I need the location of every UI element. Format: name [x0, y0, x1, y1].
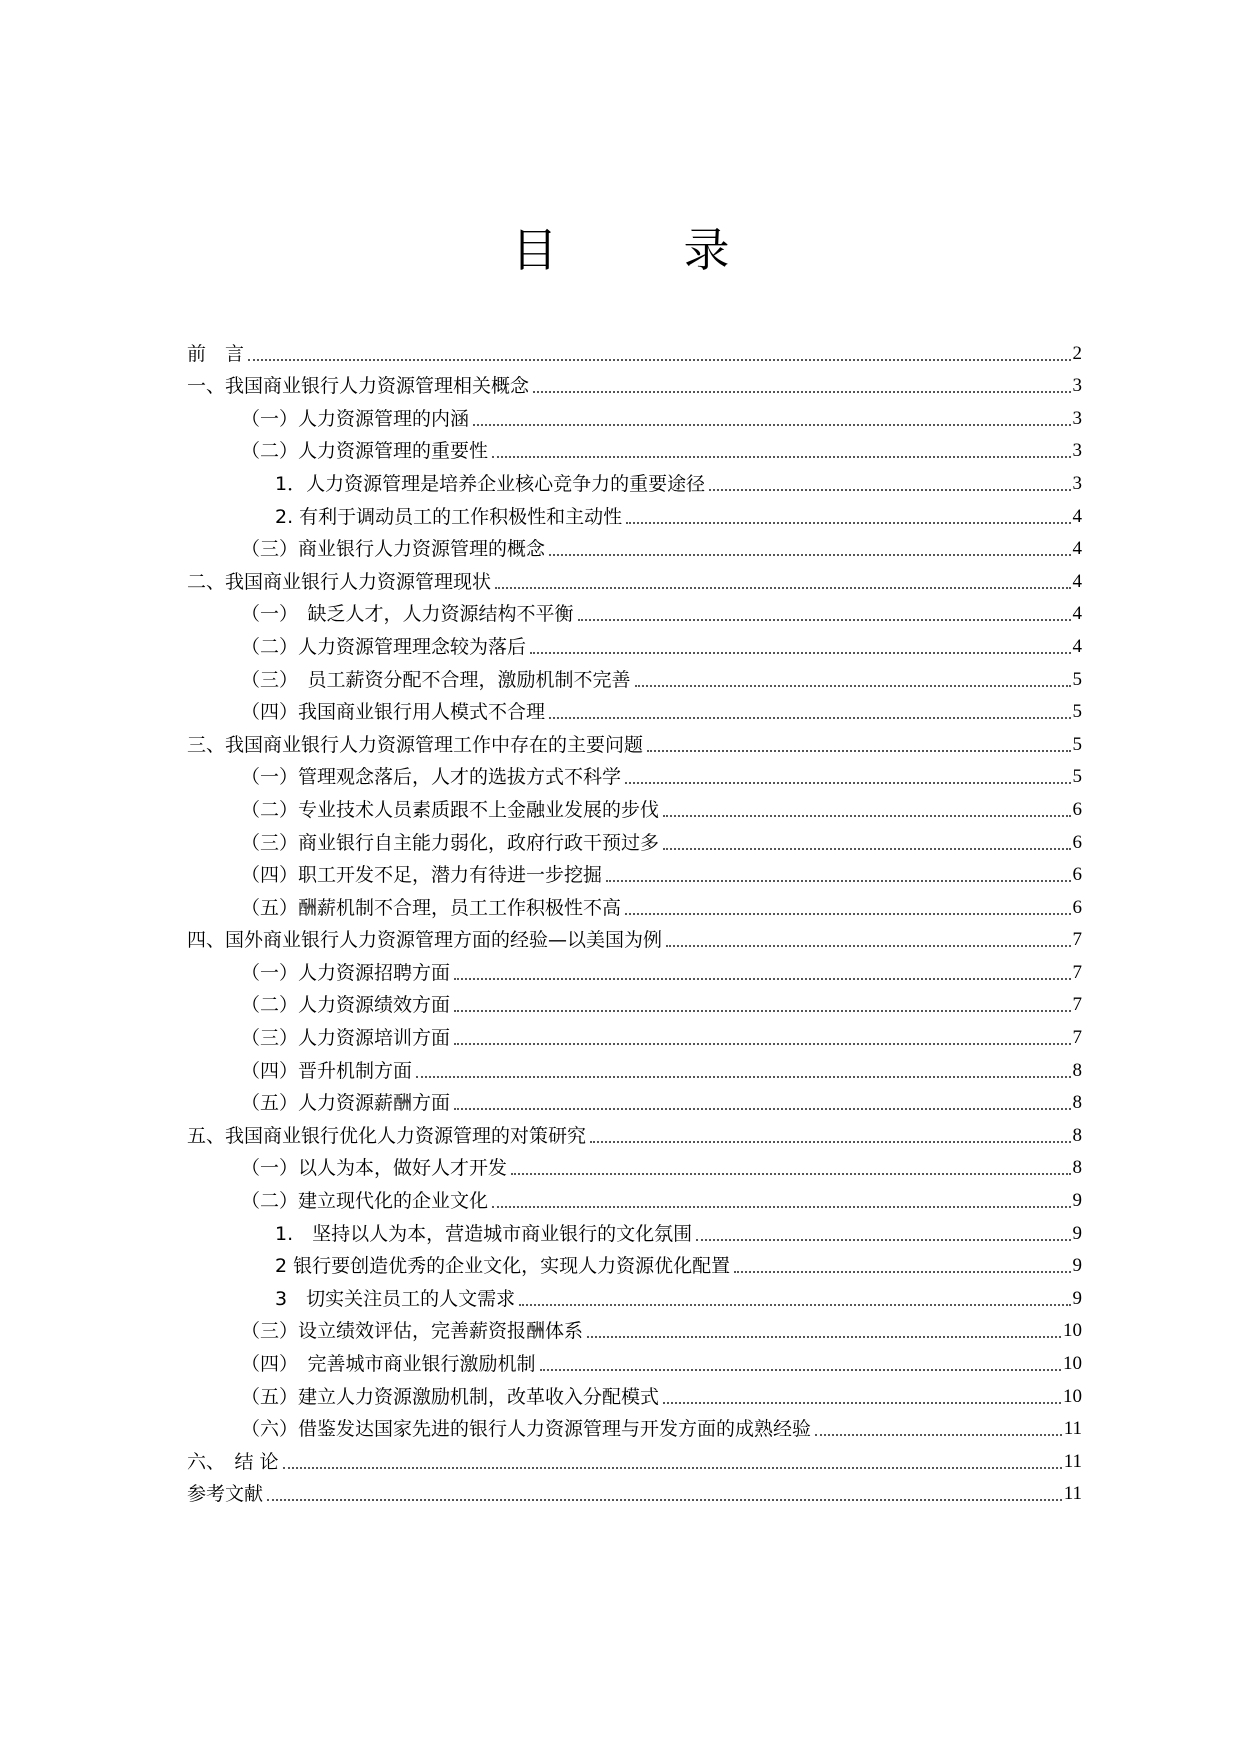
toc-dot-leader	[530, 651, 1070, 654]
toc-entry-label: 五、我国商业银行优化人力资源管理的对策研究	[187, 1124, 587, 1147]
toc-dot-leader	[647, 749, 1070, 752]
toc-dot-leader	[663, 847, 1070, 850]
toc-entry-page-number: 10	[1063, 1320, 1082, 1342]
toc-title: 目 录	[511, 223, 770, 277]
toc-dot-leader	[492, 455, 1070, 458]
toc-dot-leader	[511, 1172, 1070, 1175]
toc-entry-page-number: 11	[1063, 1450, 1082, 1472]
toc-entry[interactable]	[187, 431, 1082, 464]
toc-entry-label: 一、我国商业银行人力资源管理相关概念	[187, 375, 530, 398]
toc-dot-leader	[549, 553, 1070, 556]
toc-entry-label: （一）人力资源招聘方面	[241, 961, 451, 984]
toc-entry[interactable]	[187, 1311, 1082, 1344]
toc-entry-page-number: 9	[1072, 1255, 1082, 1277]
toc-entry[interactable]	[187, 1441, 1082, 1474]
toc-entry-page-number: 4	[1072, 603, 1082, 625]
toc-entry-page-number: 9	[1072, 1287, 1082, 1309]
toc-entry-label: （三） 员工薪资分配不合理，激励机制不完善	[241, 668, 631, 691]
toc-entry[interactable]	[187, 1409, 1082, 1442]
toc-entry[interactable]	[187, 366, 1082, 399]
toc-entry[interactable]	[187, 463, 1082, 496]
toc-entry-label: 六、 结 论	[187, 1450, 279, 1473]
toc-entry-label: （六）借鉴发达国家先进的银行人力资源管理与开发方面的成熟经验	[241, 1418, 812, 1441]
toc-entry[interactable]	[187, 594, 1082, 627]
toc-entry-page-number: 4	[1072, 505, 1082, 527]
toc-dot-leader	[578, 618, 1071, 621]
toc-entry[interactable]	[187, 1050, 1082, 1083]
toc-entry-page-number: 6	[1072, 831, 1082, 853]
toc-entry-label: （四）我国商业银行用人模式不合理	[241, 701, 546, 724]
toc-entry-label: 3 切实关注员工的人文需求	[275, 1287, 516, 1310]
toc-entry-page-number: 3	[1072, 407, 1082, 429]
toc-entry-label: （二）人力资源绩效方面	[241, 994, 451, 1017]
toc-entry[interactable]	[187, 626, 1082, 659]
toc-list	[187, 333, 1082, 1506]
toc-dot-leader	[663, 1401, 1061, 1404]
toc-dot-leader	[626, 521, 1070, 524]
toc-entry-page-number: 3	[1072, 440, 1082, 462]
toc-dot-leader	[248, 358, 1070, 361]
toc-entry[interactable]	[187, 692, 1082, 725]
toc-dot-leader	[283, 1466, 1062, 1469]
toc-entry-page-number: 11	[1063, 1483, 1082, 1505]
toc-entry[interactable]	[187, 1474, 1082, 1507]
toc-entry-label: 1. 坚持以人为本，营造城市商业银行的文化氛围	[275, 1222, 693, 1245]
toc-entry[interactable]	[187, 1148, 1082, 1181]
toc-entry[interactable]	[187, 496, 1082, 529]
toc-dot-leader	[663, 814, 1070, 817]
toc-entry-label: （二）人力资源管理的重要性	[241, 440, 489, 463]
toc-entry[interactable]	[187, 887, 1082, 920]
toc-entry-label: （二）专业技术人员素质跟不上金融业发展的步伐	[241, 798, 660, 821]
toc-entry[interactable]	[187, 1213, 1082, 1246]
toc-entry-page-number: 8	[1072, 1157, 1082, 1179]
toc-dot-leader	[473, 423, 1070, 426]
toc-entry-page-number: 11	[1063, 1418, 1082, 1440]
toc-entry-label: 1．人力资源管理是培养企业核心竞争力的重要途径	[275, 472, 706, 495]
toc-entry-page-number: 9	[1072, 1222, 1082, 1244]
toc-entry[interactable]	[187, 1278, 1082, 1311]
toc-dot-leader	[606, 879, 1070, 882]
toc-dot-leader	[519, 1303, 1070, 1306]
toc-entry-label: 2 银行要创造优秀的企业文化，实现人力资源优化配置	[275, 1255, 731, 1278]
toc-dot-leader	[734, 1270, 1070, 1273]
toc-entry-label: （三）设立绩效评估，完善薪资报酬体系	[241, 1320, 584, 1343]
toc-dot-leader	[709, 488, 1070, 491]
toc-dot-leader	[625, 781, 1070, 784]
toc-dot-leader	[454, 1107, 1070, 1110]
toc-entry-page-number: 6	[1072, 864, 1082, 886]
toc-entry-label: 2. 有利于调动员工的工作积极性和主动性	[275, 505, 623, 528]
toc-dot-leader	[454, 1009, 1070, 1012]
toc-dot-leader	[815, 1433, 1062, 1436]
toc-dot-leader	[492, 1205, 1070, 1208]
toc-dot-leader	[666, 944, 1070, 947]
toc-entry-page-number: 5	[1072, 733, 1082, 755]
toc-dot-leader	[635, 684, 1071, 687]
toc-entry-page-number: 7	[1072, 961, 1082, 983]
toc-dot-leader	[416, 1075, 1070, 1078]
toc-dot-leader	[454, 1042, 1070, 1045]
toc-entry-label: （一） 缺乏人才，人力资源结构不平衡	[241, 603, 574, 626]
toc-entry-label: （四）晋升机制方面	[241, 1059, 413, 1082]
toc-entry-page-number: 8	[1072, 1092, 1082, 1114]
toc-entry-label: 参考文献	[187, 1483, 264, 1506]
toc-entry-page-number: 6	[1072, 896, 1082, 918]
toc-entry[interactable]	[187, 822, 1082, 855]
toc-entry-label: （二）建立现代化的企业文化	[241, 1190, 489, 1213]
toc-entry-label: 二、我国商业银行人力资源管理现状	[187, 570, 492, 593]
toc-entry-page-number: 7	[1072, 994, 1082, 1016]
toc-entry-label: （一）管理观念落后，人才的选拔方式不科学	[241, 766, 622, 789]
toc-entry[interactable]	[187, 1343, 1082, 1376]
toc-entry-label: （四） 完善城市商业银行激励机制	[241, 1353, 536, 1375]
toc-entry-label: （五）建立人力资源激励机制，改革收入分配模式	[241, 1385, 660, 1408]
toc-entry-label: 四、国外商业银行人力资源管理方面的经验—以美国为例	[187, 929, 663, 952]
toc-entry-page-number: 5	[1072, 668, 1082, 690]
toc-entry[interactable]	[187, 398, 1082, 431]
toc-dot-leader	[540, 1368, 1061, 1371]
toc-entry-label: （一）以人为本，做好人才开发	[241, 1157, 508, 1180]
toc-entry[interactable]	[187, 724, 1082, 757]
toc-entry-label: 三、我国商业银行人力资源管理工作中存在的主要问题	[187, 733, 644, 756]
toc-dot-leader	[549, 716, 1070, 719]
toc-entry[interactable]	[187, 757, 1082, 790]
toc-dot-leader	[590, 1140, 1070, 1143]
toc-entry-page-number: 4	[1072, 635, 1082, 657]
toc-entry-page-number: 4	[1072, 538, 1082, 560]
toc-entry-page-number: 10	[1063, 1385, 1082, 1407]
toc-dot-leader	[625, 912, 1070, 915]
toc-entry[interactable]	[187, 1115, 1082, 1148]
toc-entry-page-number: 2	[1072, 342, 1082, 364]
toc-entry-page-number: 5	[1072, 766, 1082, 788]
toc-entry[interactable]	[187, 789, 1082, 822]
toc-entry-page-number: 7	[1072, 929, 1082, 951]
toc-entry-label: （四）职工开发不足，潜力有待进一步挖掘	[241, 864, 603, 887]
toc-entry-page-number: 8	[1072, 1124, 1082, 1146]
toc-entry[interactable]	[187, 659, 1082, 692]
toc-entry-label: （一）人力资源管理的内涵	[241, 407, 470, 430]
toc-entry[interactable]	[187, 1083, 1082, 1116]
toc-entry[interactable]	[187, 1180, 1082, 1213]
toc-dot-leader	[267, 1498, 1062, 1501]
toc-entry-page-number: 10	[1063, 1353, 1082, 1374]
toc-entry[interactable]	[187, 529, 1082, 562]
toc-dot-leader	[587, 1335, 1061, 1338]
toc-entry[interactable]	[187, 333, 1082, 366]
toc-entry-label: （五）酬薪机制不合理，员工工作积极性不高	[241, 896, 622, 919]
toc-entry-label: 前 言	[187, 342, 245, 365]
toc-entry-page-number: 5	[1072, 701, 1082, 723]
toc-entry-label: （三）商业银行自主能力弱化，政府行政干预过多	[241, 831, 660, 854]
toc-dot-leader	[533, 390, 1070, 393]
toc-entry-page-number: 3	[1072, 375, 1082, 397]
toc-entry[interactable]	[187, 561, 1082, 594]
toc-entry[interactable]	[187, 1017, 1082, 1050]
toc-entry[interactable]	[187, 952, 1082, 985]
toc-entry-label: （二）人力资源管理理念较为落后	[241, 635, 527, 658]
toc-entry-page-number: 6	[1072, 798, 1082, 820]
toc-entry-page-number: 4	[1072, 570, 1082, 592]
toc-entry-page-number: 7	[1072, 1027, 1082, 1049]
toc-entry-page-number: 3	[1072, 472, 1082, 494]
toc-entry[interactable]	[187, 920, 1082, 953]
toc-dot-leader	[454, 977, 1070, 980]
toc-entry-page-number: 8	[1072, 1059, 1082, 1081]
toc-entry[interactable]	[187, 1246, 1082, 1279]
toc-entry[interactable]	[187, 855, 1082, 888]
toc-entry[interactable]	[187, 1376, 1082, 1409]
toc-entry-page-number: 9	[1072, 1190, 1082, 1212]
toc-entry-label: （五）人力资源薪酬方面	[241, 1092, 451, 1115]
toc-entry-label: （三）商业银行人力资源管理的概念	[241, 538, 546, 561]
toc-dot-leader	[495, 586, 1070, 589]
toc-entry-label: （三）人力资源培训方面	[241, 1027, 451, 1050]
toc-entry[interactable]	[187, 985, 1082, 1018]
toc-dot-leader	[696, 1238, 1070, 1241]
